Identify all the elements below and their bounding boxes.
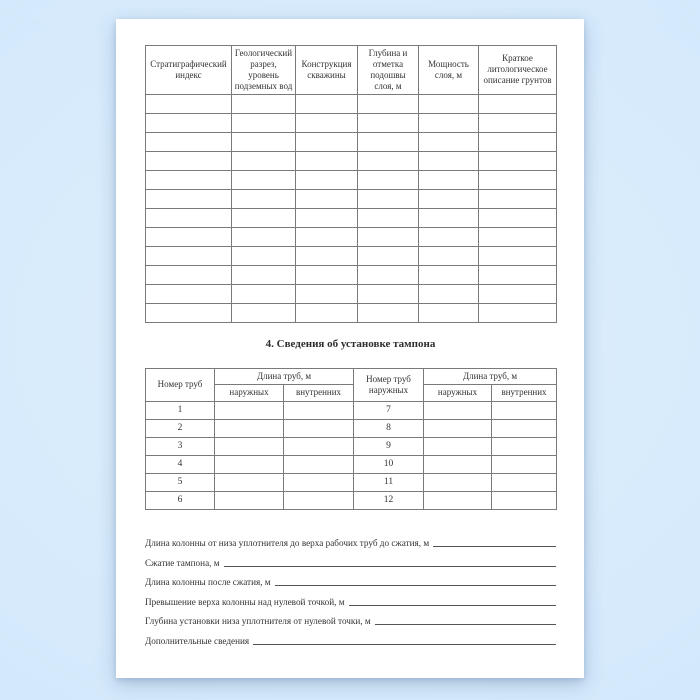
empty-cell (284, 491, 354, 509)
empty-cell (232, 113, 296, 132)
table-row (146, 473, 557, 491)
table-row (146, 170, 557, 189)
empty-cell (146, 94, 232, 113)
empty-cell (296, 189, 358, 208)
fill-line (145, 608, 556, 628)
empty-cell (215, 473, 284, 491)
empty-cell (146, 170, 232, 189)
empty-cell (232, 246, 296, 265)
empty-cell (296, 246, 358, 265)
empty-cell (215, 437, 284, 455)
empty-cell (358, 151, 419, 170)
blank-underline (349, 605, 556, 606)
empty-cell (419, 284, 479, 303)
header-pipe-length-left: Длина труб, м (215, 368, 354, 384)
pipe-number-cell: 7 (354, 401, 424, 419)
table-row (146, 246, 557, 265)
empty-cell (479, 132, 557, 151)
empty-cell (419, 208, 479, 227)
section-title: 4. Сведения об установке тампона (265, 337, 436, 350)
empty-cell (215, 491, 284, 509)
table-row (146, 491, 557, 509)
fill-section (145, 530, 556, 647)
empty-cell (419, 265, 479, 284)
table-row (146, 437, 557, 455)
empty-cell (424, 473, 492, 491)
table-row (146, 419, 557, 437)
empty-cell (479, 151, 557, 170)
empty-cell (479, 284, 557, 303)
table-row (146, 132, 557, 151)
pipe-number-cell: 8 (354, 419, 424, 437)
empty-cell (232, 284, 296, 303)
table-row (146, 151, 557, 170)
fill-line (145, 549, 556, 569)
empty-cell (419, 170, 479, 189)
empty-cell (284, 419, 354, 437)
empty-cell (215, 401, 284, 419)
empty-cell (232, 151, 296, 170)
empty-cell (492, 491, 557, 509)
pipe-number-cell: 11 (354, 473, 424, 491)
empty-cell (146, 284, 232, 303)
tampon-table (145, 368, 557, 510)
blank-underline (375, 624, 556, 625)
empty-cell (424, 491, 492, 509)
empty-cell (284, 455, 354, 473)
header-depth-mark: Глубина и отметка подошвы слоя, м (358, 46, 419, 95)
table-row (146, 208, 557, 227)
empty-cell (358, 265, 419, 284)
empty-cell (419, 303, 479, 322)
empty-cell (419, 227, 479, 246)
subheader-outer-right: наружных (424, 384, 492, 401)
table-row (146, 401, 557, 419)
table-row (146, 189, 557, 208)
empty-cell (479, 189, 557, 208)
empty-cell (146, 265, 232, 284)
header-geological-section: Геологический разрез, уровень подземных вод (232, 46, 296, 95)
fill-line (145, 569, 556, 589)
pipe-number-cell: 1 (146, 401, 215, 419)
header-row (146, 46, 557, 95)
stratigraphy-table (145, 45, 557, 323)
table-row (146, 455, 557, 473)
empty-cell (479, 208, 557, 227)
document-page (116, 19, 584, 678)
empty-cell (146, 208, 232, 227)
pipe-number-cell: 12 (354, 491, 424, 509)
header-stratigraphic-index: Стратиграфический индекс (146, 46, 232, 95)
empty-cell (232, 132, 296, 151)
header-layer-thickness: Мощность слоя, м (419, 46, 479, 95)
pipe-number-cell: 4 (146, 455, 215, 473)
empty-cell (358, 303, 419, 322)
empty-cell (146, 246, 232, 265)
empty-cell (479, 303, 557, 322)
empty-cell (492, 473, 557, 491)
empty-cell (358, 113, 419, 132)
empty-cell (358, 170, 419, 189)
empty-cell (479, 265, 557, 284)
empty-cell (296, 303, 358, 322)
fill-line (145, 588, 556, 608)
empty-cell (419, 246, 479, 265)
empty-cell (358, 246, 419, 265)
table-row (146, 94, 557, 113)
empty-cell (419, 189, 479, 208)
subheader-inner-left: внутренних (284, 384, 354, 401)
empty-cell (296, 227, 358, 246)
empty-cell (358, 284, 419, 303)
empty-cell (358, 208, 419, 227)
empty-cell (296, 208, 358, 227)
empty-cell (479, 113, 557, 132)
empty-cell (296, 265, 358, 284)
fill-line-label: Длина колонны от низа уплотнителя до верха рабочих труб до сжатия, м (145, 538, 430, 549)
empty-cell (424, 437, 492, 455)
fill-line-label: Превышение верха колонны над нулевой точкой, м (145, 596, 345, 607)
empty-cell (296, 132, 358, 151)
empty-cell (296, 284, 358, 303)
empty-cell (146, 132, 232, 151)
empty-cell (419, 132, 479, 151)
subheader-outer-left: наружных (215, 384, 284, 401)
fill-line-label: Дополнительные сведения (145, 635, 250, 646)
empty-cell (296, 113, 358, 132)
empty-cell (232, 303, 296, 322)
pipe-number-cell: 9 (354, 437, 424, 455)
empty-cell (479, 246, 557, 265)
empty-cell (215, 419, 284, 437)
empty-cell (296, 94, 358, 113)
pipe-number-cell: 3 (146, 437, 215, 455)
header-well-construction: Конструкция скважины (296, 46, 358, 95)
table-row (146, 113, 557, 132)
empty-cell (492, 455, 557, 473)
empty-cell (492, 419, 557, 437)
empty-cell (215, 455, 284, 473)
header-pipe-number-right: Номер труб наружных (354, 368, 424, 401)
pipe-number-cell: 6 (146, 491, 215, 509)
header-pipe-length-right: Длина труб, м (424, 368, 557, 384)
empty-cell (284, 473, 354, 491)
empty-cell (232, 94, 296, 113)
blank-underline (253, 644, 556, 645)
empty-cell (232, 189, 296, 208)
pipe-number-cell: 5 (146, 473, 215, 491)
empty-cell (146, 303, 232, 322)
blank-underline (433, 546, 556, 547)
blank-underline (224, 566, 556, 567)
empty-cell (146, 227, 232, 246)
pipe-number-cell: 2 (146, 419, 215, 437)
empty-cell (296, 170, 358, 189)
empty-cell (358, 227, 419, 246)
table-row (146, 303, 557, 322)
empty-cell (424, 401, 492, 419)
fill-line-label: Глубина установки низа уплотнителя от нулевой точки, м (145, 616, 371, 627)
empty-cell (492, 401, 557, 419)
empty-cell (419, 94, 479, 113)
fill-line-label: Сжатие тампона, м (145, 557, 220, 568)
fill-line (145, 530, 556, 550)
empty-cell (424, 419, 492, 437)
pipe-number-cell: 10 (354, 455, 424, 473)
empty-cell (232, 227, 296, 246)
fill-line (145, 627, 556, 647)
empty-cell (492, 437, 557, 455)
empty-cell (146, 189, 232, 208)
header-row (146, 368, 557, 384)
empty-cell (146, 113, 232, 132)
empty-cell (419, 151, 479, 170)
empty-cell (232, 208, 296, 227)
header-lithological-description: Краткое литологическое описание грунтов (479, 46, 557, 95)
empty-cell (146, 151, 232, 170)
header-pipe-number-left: Номер труб (146, 368, 215, 401)
empty-cell (479, 227, 557, 246)
table-row (146, 227, 557, 246)
empty-cell (232, 170, 296, 189)
table-row (146, 265, 557, 284)
table-row (146, 284, 557, 303)
empty-cell (419, 113, 479, 132)
fill-line-label: Длина колонны после сжатия, м (145, 577, 271, 588)
empty-cell (424, 455, 492, 473)
empty-cell (284, 401, 354, 419)
empty-cell (358, 189, 419, 208)
empty-cell (358, 132, 419, 151)
empty-cell (479, 94, 557, 113)
empty-cell (284, 437, 354, 455)
empty-cell (232, 265, 296, 284)
empty-cell (296, 151, 358, 170)
subheader-inner-right: внутренних (492, 384, 557, 401)
blank-underline (275, 585, 556, 586)
empty-cell (479, 170, 557, 189)
empty-cell (358, 94, 419, 113)
